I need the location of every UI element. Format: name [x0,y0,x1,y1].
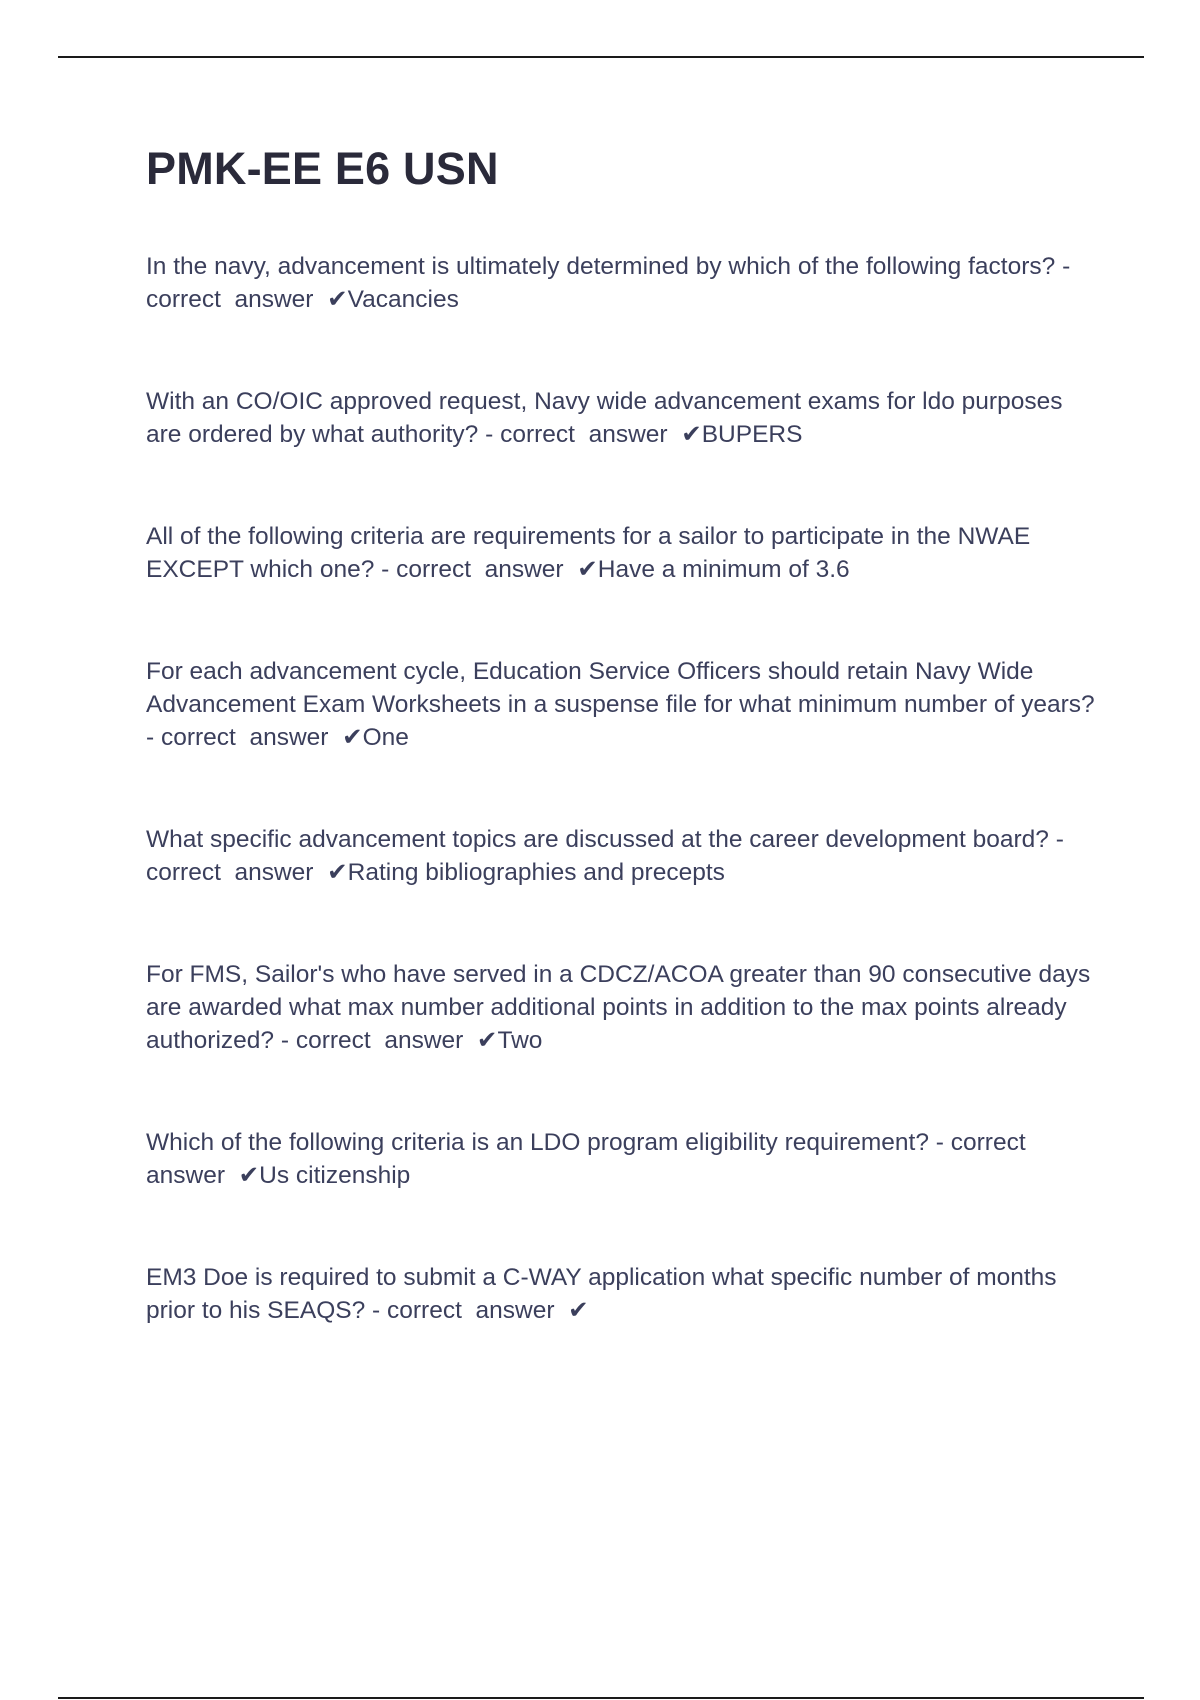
page-title: PMK-EE E6 USN [146,143,499,194]
answer-label: - correct answer [146,1129,1040,1189]
check-icon: ✔ [568,1297,589,1324]
question-text: In the navy, advancement is ultimately determined by which of the following factors? [146,253,1056,280]
check-icon: ✔ [577,556,598,583]
answer-label: - correct answer [280,1027,464,1054]
question-text: For each advancement cycle, Education Service Officers should retain Navy Wide Advancement Exam Worksheets in a suspense file for what minimum number of years? [146,658,1095,718]
qa-item [146,1126,1096,1192]
qa-item [146,1261,1096,1327]
question-text: EM3 Doe is required to submit a C-WAY application what specific number of months prior to his SEAQS? [146,1264,1064,1324]
qa-item [146,385,1096,451]
question-text: With an CO/OIC approved request, Navy wide advancement exams for ldo purposes are ordered by what authority? [146,388,1070,448]
bottom-divider [58,1697,1144,1699]
check-icon: ✔ [327,859,348,886]
check-icon: ✔ [238,1162,260,1189]
qa-item [146,520,1096,586]
answer-label: - correct answer [146,826,1071,886]
check-icon: ✔ [476,1027,498,1054]
answer-text: Vacancies [347,286,459,313]
qa-item [146,250,1096,316]
qa-item [146,655,1096,754]
check-icon: ✔ [327,286,348,313]
answer-label: - correct answer [485,421,668,448]
check-icon: ✔ [342,724,363,751]
question-text: What specific advancement topics are discussed at the career development board? [146,826,1049,853]
answer-text: Have a minimum of 3.6 [597,556,850,583]
top-divider [58,56,1144,58]
answer-label: - correct answer [381,556,564,583]
question-text: For FMS, Sailor's who have served in a CDCZ/ACOA greater than 90 consecutive days are awarded what max number additional points in addition to the max points already authorized? [146,961,1098,1054]
answer-text: One [362,724,409,751]
question-text: Which of the following criteria is an LDO program eligibility requirement? [146,1129,929,1156]
answer-label: - correct answer [372,1297,555,1324]
answer-label: - correct answer [146,253,1078,313]
check-icon: ✔ [681,421,702,448]
answer-text: Us citizenship [259,1162,411,1189]
qa-item [146,958,1096,1057]
qa-item [146,823,1096,889]
answer-text: Two [497,1027,543,1054]
answer-label: - correct answer [146,724,329,751]
answer-text: BUPERS [701,421,803,448]
question-text: All of the following criteria are requirements for a sailor to participate in the NWAE EXCEPT which one? [146,523,1038,583]
answer-text: Rating bibliographies and precepts [347,859,725,886]
